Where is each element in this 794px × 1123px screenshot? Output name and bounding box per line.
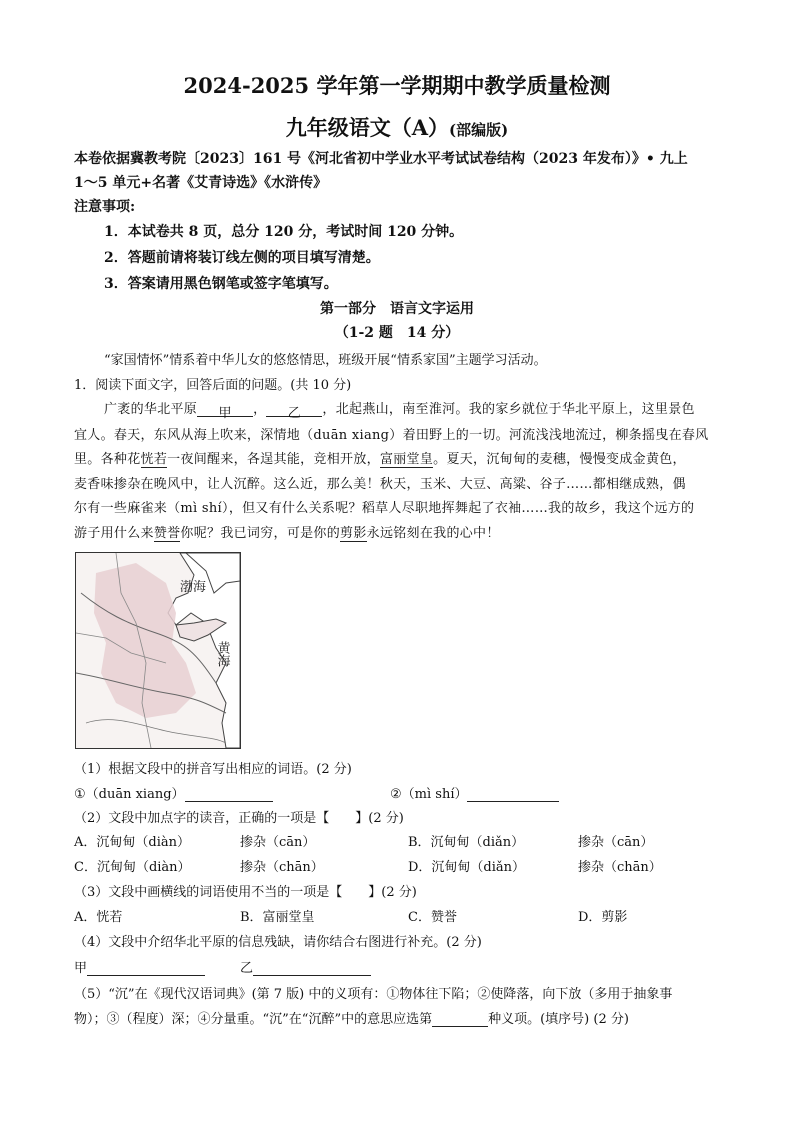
passage-text: ，北起燕山，南至淮河。我的家乡就位于华北平原上，这里景色 (322, 402, 695, 417)
part1-subtitle: （1-2 题 14 分） (334, 325, 460, 341)
passage-text: 一夜间醒来，各逞其能，竞相开放， (167, 452, 380, 467)
sub1-answer-b (390, 783, 559, 802)
passage-line-3 (74, 448, 686, 467)
note-item: 3．答案请用黑色钢笔或签字笔填写。 (104, 276, 338, 292)
exam-title: 2024-2025 学年第一学期期中教学质量检测 (183, 73, 611, 98)
basis-line-1: 本卷依据冀教考院〔2023〕161 号《河北省初中学业水平考试试卷结构（2023 年发布）》• 九上 (74, 151, 688, 167)
subject-title-main: 九年级语文（A） (285, 115, 450, 140)
sub4-yi-label: 乙 (240, 961, 254, 976)
subject-title (0, 112, 794, 142)
bohai-label: 渤海 (180, 579, 207, 594)
answer-blank[interactable] (467, 787, 559, 802)
passage-text: 里。各种花 (74, 452, 141, 467)
sub2-option-a-extra: 掺杂（cān） (240, 835, 316, 850)
passage-text: 广袤的华北平原 (104, 402, 198, 417)
blank-jia (197, 402, 253, 421)
sub2-option-a: A．沉甸甸（diàn） (74, 835, 190, 850)
passage-line-1 (104, 398, 695, 421)
answer-blank[interactable] (432, 1012, 488, 1027)
part1-title: 第一部分 语言文字运用 (320, 301, 474, 317)
sub3-option-b: B．富丽堂皇 (240, 910, 315, 925)
sub2-option-d-extra: 掺杂（chān） (578, 860, 662, 875)
sub5-line-1: （5）“沉”在《现代汉语词典》(第 7 版) 中的义项有：①物体往下陷；②使降落，向下放（多用于抽象事 (74, 987, 673, 1002)
passage-text: ， (253, 402, 267, 417)
sub4-answer-yi (240, 957, 371, 976)
north-china-plain-map (75, 552, 241, 749)
passage-line-4: 麦香味掺杂在晚风中，让人沉醉。这么近，那么美！秋天，玉米、大豆、高粱、谷子……都相继成熟，偶 (74, 477, 686, 492)
sub3-stem: （3）文段中画横线的词语使用不当的一项是【 】(2 分) (74, 885, 417, 900)
blank-yi (266, 402, 322, 421)
q1-stem: 1．阅读下面文字，回答后面的问题。(共 10 分) (74, 378, 352, 393)
sub2-option-c-extra: 掺杂（chān） (240, 860, 324, 875)
basis-line-2: 1～5 单元+名著《艾青诗选》《水浒传》 (74, 175, 328, 191)
sub1-a-label: ①（duān xiang） (74, 787, 185, 802)
sub3-option-a: A．恍若 (74, 910, 123, 925)
huanghai-label: 黄海 (215, 641, 231, 667)
answer-blank[interactable] (87, 961, 205, 976)
note-item: 1．本试卷共 8 页，总分 120 分，考试时间 120 分钟。 (104, 224, 464, 240)
sub4-answer-jia (74, 957, 205, 976)
sub2-option-c: C．沉甸甸（diàn） (74, 860, 191, 875)
passage-line-5: 尔有一些麻雀来（mì shí），但又有什么关系呢？稻草人尽职地挥舞起了衣袖……我的故乡，我这个远方的 (74, 501, 695, 516)
sub5-text: 种义项。(填序号) (2 分) (488, 1012, 629, 1027)
blank-jia-label: 甲 (218, 406, 232, 421)
sub3-option-d: D．剪影 (578, 910, 628, 925)
sub2-stem: （2）文段中加点字的读音，正确的一项是【 】(2 分) (74, 811, 404, 826)
passage-line-6 (74, 522, 500, 541)
underlined-word-huangruo: 恍若 (140, 452, 168, 467)
map-drawing (76, 553, 240, 748)
sub2-option-b: B．沉甸甸（diǎn） (408, 835, 525, 850)
sub2-option-d: D．沉甸甸（diǎn） (408, 860, 526, 875)
sub3-option-c: C．赞誉 (408, 910, 457, 925)
sub1-stem: （1）根据文段中的拼音写出相应的词语。(2 分) (74, 762, 352, 777)
sub1-b-label: ②（mì shí） (390, 787, 468, 802)
passage-line-2: 宜人。春天，东风从海上吹来，深情地（duān xiang）着田野上的一切。河流浅浅地流过，柳条摇曳在春风 (74, 428, 709, 443)
blank-yi-label: 乙 (287, 406, 302, 421)
note-item: 2．答题前请将装订线左侧的项目填写清楚。 (104, 250, 380, 266)
sub5-line-2 (74, 1008, 629, 1027)
underlined-word-zanyu: 赞誉 (153, 526, 181, 541)
underlined-word-fulitanghuang: 富丽堂皇 (379, 452, 434, 467)
sub4-stem: （4）文段中介绍华北平原的信息残缺，请你结合右图进行补充。(2 分) (74, 935, 482, 950)
answer-blank[interactable] (185, 787, 273, 802)
underlined-word-jianying: 剪影 (340, 526, 367, 541)
passage-text: 游子用什么来 (74, 526, 154, 541)
notes-heading: 注意事项: (74, 199, 136, 215)
passage-text: 。夏天，沉甸甸的麦穗，慢慢变成金黄色， (433, 452, 686, 467)
sub2-option-b-extra: 掺杂（cān） (578, 835, 654, 850)
sub1-answer-a (74, 783, 273, 802)
sub5-text: 物）；③（程度）深；④分量重。“沉”在“沉醉”中的意思应选第 (74, 1012, 433, 1027)
answer-blank[interactable] (253, 961, 371, 976)
edition-label: (部编版) (449, 121, 509, 139)
passage-text: 永远铭刻在我的心中！ (366, 526, 500, 541)
passage-text: 你呢？我已词穷，可是你的 (180, 526, 341, 541)
sub4-jia-label: 甲 (74, 961, 88, 976)
part1-intro: “家国情怀”情系着中华儿女的悠悠情思，班级开展“情系家国”主题学习活动。 (104, 353, 547, 368)
